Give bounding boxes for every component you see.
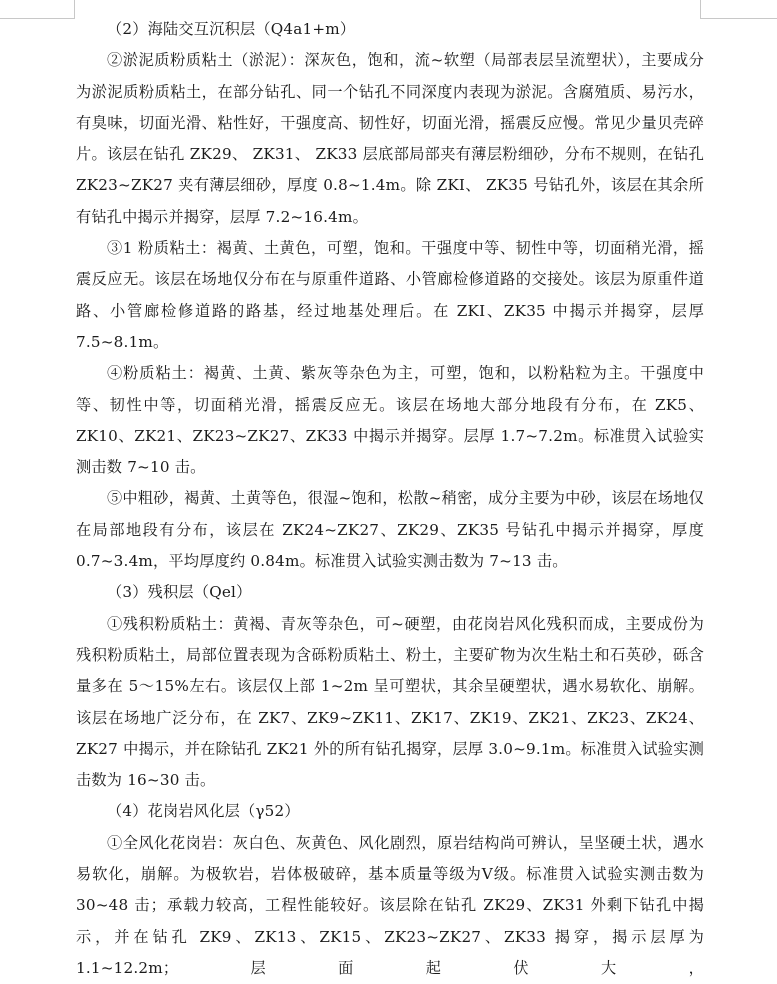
paragraph-fully-weathered-granite bbox=[76, 828, 704, 984]
paragraph-silty-clay-3-1 bbox=[76, 233, 704, 358]
text-line: 平均厚度约 0.84m。标准贯入试验实测击数为 7~13 击。 bbox=[168, 552, 568, 571]
document-body bbox=[76, 14, 704, 984]
text-line: ④粉质粘土：褐黄、土黄、紫灰等杂色为主，可塑，饱和，以粉粘粒为主。干强度中 bbox=[107, 364, 704, 383]
text-line: 并在钻孔 ZK9、ZK13、ZK15、ZK23~ZK27、ZK33 揭穿，揭示层厚为 1.1~12.2m；层面起伏大， bbox=[76, 927, 704, 977]
text-line: 摇震反应无。该层在场地仅分布在与原重件道路、小管廊检修道路的交接处。该层为原重 bbox=[76, 239, 704, 289]
text-line: 砾含量多在 5～15%左右。该层仅上部 1~2m 呈可塑状，其余呈硬塑状，遇水易软化、崩解。 bbox=[76, 645, 704, 696]
text-line: ①残积粉质粘土：黄褐、青灰等杂色，可~硬塑，由花岗岩风化残积而成，主要成份 bbox=[107, 614, 689, 633]
section-heading-residual: （3）残积层（Qel） bbox=[107, 583, 252, 602]
text-line: 量贝壳碎片。该层在钻孔 ZK29、 ZK31、 ZK33 层底部局部夹有薄层粉细砂，分布不规则， bbox=[76, 113, 704, 164]
text-line: ③1 粉质粘土：褐黄、土黄色，可塑，饱和。干强度中等、韧性中等，切面稍光滑， bbox=[107, 239, 689, 258]
text-line: 件道路、小管廊检修道路的路基，经过地基处理后。在 ZKI、ZK35 中揭示并揭穿，层厚 bbox=[76, 270, 704, 320]
text-line: 水易软化，崩解。为极软岩，岩体极破碎，基本质量等级为Ⅴ级。标准贯入试验实测击数 bbox=[76, 833, 704, 884]
paragraph-residual-silty-clay bbox=[76, 609, 704, 797]
text-line: ①全风化花岗岩：灰白色、灰黄色、风化剧烈，原岩结构尚可辨认，呈坚硬土状，遇 bbox=[107, 833, 689, 852]
text-line: 为 30~48 击；承载力较高，工程性能较好。该层除在钻孔 ZK29、ZK31 外剩下钻孔中揭示， bbox=[76, 865, 704, 946]
text-line: 为残积粉质粘土，局部位置表现为含砾粉质粘土、粉土，主要矿物为次生粘土和石英砂， bbox=[76, 614, 704, 664]
paragraph-silty-clay-mud bbox=[76, 45, 704, 233]
paragraph-medium-coarse-sand bbox=[76, 483, 704, 577]
text-line: 等、韧性中等，切面稍光滑，摇震反应无。该层在场地大部分地段有分布，在 ZK5、ZK10、 bbox=[76, 395, 704, 445]
text-line: 并在除钻孔 ZK21 外的所有钻孔揭穿，层厚 3.0~9.1m。标准贯入试验实测击数为 16~30 击。 bbox=[76, 739, 704, 790]
section-heading-marine-continental: （2）海陆交互沉积层（Q4a1+m） bbox=[107, 20, 356, 38]
section-heading-granite-weathering: （4）花岗岩风化层（γ52） bbox=[107, 802, 300, 821]
text-line: 所有钻孔中揭示并揭穿，层厚 7.2~16.4m。 bbox=[76, 176, 704, 226]
text-line: 成分为淤泥质粉质粘土，在部分钻孔、同一个钻孔不同深度内表现为淤泥。含腐殖质、易 bbox=[76, 51, 704, 101]
text-line: ⑤中粗砂，褐黄、土黄等色，很湿~饱和，松散~稍密，成分主要为中砂，该层在场地 bbox=[107, 489, 689, 508]
text-line: 7.5~8.1m。 bbox=[76, 332, 169, 351]
text-line: ②淤泥质粉质粘土（淤泥）：深灰色，饱和，流~软塑（局部表层呈流塑状），主要 bbox=[107, 51, 673, 70]
text-line: 污水，有臭味，切面光滑、粘性好，干强度高、韧性好，切面光滑，摇震反应慢。常见少 bbox=[76, 82, 704, 132]
corner-crop-mark-right bbox=[700, 0, 777, 19]
corner-crop-mark-left bbox=[0, 0, 75, 19]
text-line: 仅在局部地段有分布，该层在 ZK24~ZK27、ZK29、ZK35 号钻孔中揭示并揭穿，厚度 0.7~3.4m， bbox=[76, 489, 704, 571]
text-line: 在钻孔 ZK23~ZK27 夹有薄层细砂，厚度 0.8~1.4m。除 ZKI、 ZK35 号钻孔外，该层在其余 bbox=[76, 145, 704, 195]
text-line: ZK21、ZK23~ZK27、ZK33 中揭示并揭穿。层厚 1.7~7.2m。标准贯入试验实测击数 7~10 击。 bbox=[76, 426, 704, 477]
text-line: 该层在场地广泛分布，在 ZK7、ZK9~ZK11、ZK17、ZK19、ZK21、ZK23、ZK24、ZK27 中揭示， bbox=[76, 708, 704, 758]
paragraph-silty-clay-4 bbox=[76, 358, 704, 483]
